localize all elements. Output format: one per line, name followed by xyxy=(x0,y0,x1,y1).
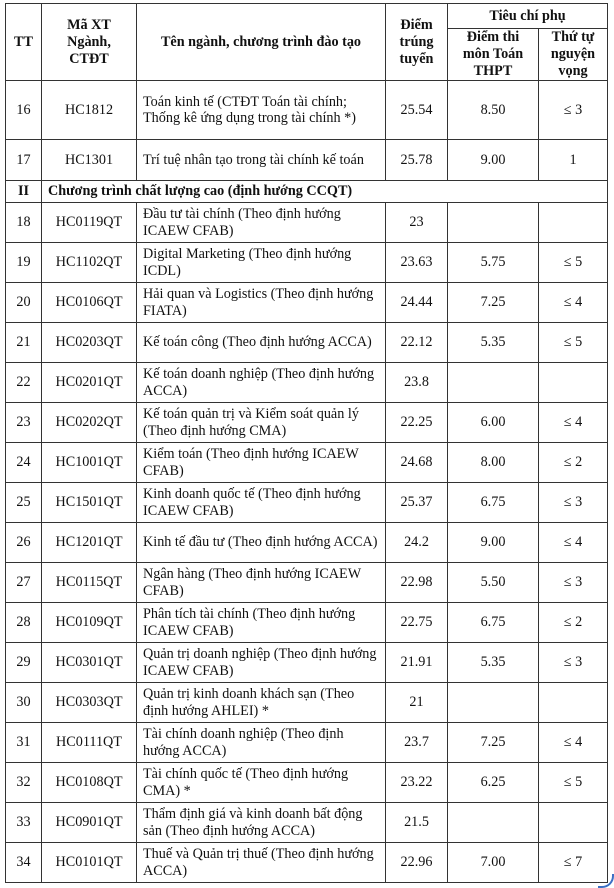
row-number: 18 xyxy=(6,203,42,243)
program-name: Kiểm toán (Theo định hướng ICAEW CFAB) xyxy=(137,443,386,483)
table-row xyxy=(6,363,608,403)
table-row xyxy=(6,323,608,363)
wish-priority: ≤ 4 xyxy=(539,723,608,763)
admission-score: 25.37 xyxy=(386,483,448,523)
program-name: Thuế và Quản trị thuế (Theo định hướng ACCA) xyxy=(137,843,386,883)
wish-priority: ≤ 2 xyxy=(539,603,608,643)
program-code: HC0202QT xyxy=(42,403,137,443)
program-name: Kế toán doanh nghiệp (Theo định hướng ACCA) xyxy=(137,363,386,403)
program-code: HC0115QT xyxy=(42,563,137,603)
program-name: Digital Marketing (Theo định hướng ICDL) xyxy=(137,243,386,283)
program-code: HC1102QT xyxy=(42,243,137,283)
math-score: 5.35 xyxy=(448,323,539,363)
program-name: Kế toán công (Theo định hướng ACCA) xyxy=(137,323,386,363)
program-code: HC0111QT xyxy=(42,723,137,763)
math-score: 7.25 xyxy=(448,723,539,763)
row-number: 16 xyxy=(6,81,42,140)
program-code: HC0106QT xyxy=(42,283,137,323)
admission-score: 23 xyxy=(386,203,448,243)
wish-priority: 1 xyxy=(539,140,608,181)
admission-score: 23.63 xyxy=(386,243,448,283)
table-row xyxy=(6,723,608,763)
admission-score: 23.22 xyxy=(386,763,448,803)
math-score xyxy=(448,803,539,843)
table-row xyxy=(6,403,608,443)
math-score: 8.50 xyxy=(448,81,539,140)
math-score: 5.75 xyxy=(448,243,539,283)
table-row xyxy=(6,523,608,563)
admission-score: 21.5 xyxy=(386,803,448,843)
corner-mark xyxy=(598,874,614,888)
admission-score: 21 xyxy=(386,683,448,723)
admission-score: 24.68 xyxy=(386,443,448,483)
wish-priority: ≤ 7 xyxy=(539,843,608,883)
program-name: Phân tích tài chính (Theo định hướng ICAEW CFAB) xyxy=(137,603,386,643)
header-math: Điểm thi môn Toán THPT xyxy=(448,29,539,81)
header-tt: TT xyxy=(6,4,42,81)
admission-scores-table xyxy=(5,3,608,883)
wish-priority: ≤ 2 xyxy=(539,443,608,483)
table-row xyxy=(6,763,608,803)
row-number: 17 xyxy=(6,140,42,181)
program-name: Quản trị kinh doanh khách sạn (Theo định hướng AHLEI) * xyxy=(137,683,386,723)
program-name: Ngân hàng (Theo định hướng ICAEW CFAB) xyxy=(137,563,386,603)
header-name: Tên ngành, chương trình đào tạo xyxy=(137,4,386,81)
row-number: 31 xyxy=(6,723,42,763)
program-code: HC1301 xyxy=(42,140,137,181)
wish-priority: ≤ 4 xyxy=(539,403,608,443)
row-number: 33 xyxy=(6,803,42,843)
wish-priority: ≤ 5 xyxy=(539,323,608,363)
math-score xyxy=(448,683,539,723)
row-number: 20 xyxy=(6,283,42,323)
program-code: HC1201QT xyxy=(42,523,137,563)
table-row xyxy=(6,81,608,140)
wish-priority: ≤ 4 xyxy=(539,523,608,563)
admission-score: 24.44 xyxy=(386,283,448,323)
row-number: 25 xyxy=(6,483,42,523)
program-name: Thẩm định giá và kinh doanh bất động sản (Theo định hướng ACCA) xyxy=(137,803,386,843)
table-row xyxy=(6,243,608,283)
program-code: HC1001QT xyxy=(42,443,137,483)
row-number: 28 xyxy=(6,603,42,643)
row-number: 24 xyxy=(6,443,42,483)
wish-priority: ≤ 3 xyxy=(539,563,608,603)
wish-priority xyxy=(539,203,608,243)
program-name: Kế toán quản trị và Kiểm soát quản lý (Theo định hướng CMA) xyxy=(137,403,386,443)
table-row xyxy=(6,563,608,603)
table-row xyxy=(6,283,608,323)
math-score: 7.25 xyxy=(448,283,539,323)
row-number: 22 xyxy=(6,363,42,403)
header-priority: Thứ tự nguyện vọng xyxy=(539,29,608,81)
program-code: HC0303QT xyxy=(42,683,137,723)
wish-priority: ≤ 3 xyxy=(539,81,608,140)
program-code: HC0108QT xyxy=(42,763,137,803)
math-score: 6.75 xyxy=(448,483,539,523)
wish-priority: ≤ 5 xyxy=(539,763,608,803)
program-code: HC1501QT xyxy=(42,483,137,523)
program-code: HC1812 xyxy=(42,81,137,140)
table-row xyxy=(6,483,608,523)
table-row xyxy=(6,683,608,723)
program-name: Đầu tư tài chính (Theo định hướng ICAEW CFAB) xyxy=(137,203,386,243)
admission-score: 22.96 xyxy=(386,843,448,883)
admission-score: 25.78 xyxy=(386,140,448,181)
table-row xyxy=(6,603,608,643)
program-name: Kinh doanh quốc tế (Theo định hướng ICAEW CFAB) xyxy=(137,483,386,523)
math-score: 5.35 xyxy=(448,643,539,683)
section-title: Chương trình chất lượng cao (định hướng CCQT) xyxy=(42,181,608,203)
admission-score: 22.25 xyxy=(386,403,448,443)
row-number: 19 xyxy=(6,243,42,283)
program-name: Tài chính doanh nghiệp (Theo định hướng ACCA) xyxy=(137,723,386,763)
program-name: Trí tuệ nhân tạo trong tài chính kế toán xyxy=(137,140,386,181)
program-name: Tài chính quốc tế (Theo định hướng CMA) * xyxy=(137,763,386,803)
row-number: 21 xyxy=(6,323,42,363)
admission-score: 23.7 xyxy=(386,723,448,763)
program-name: Toán kinh tế (CTĐT Toán tài chính; Thống kê ứng dụng trong tài chính *) xyxy=(137,81,386,140)
program-name: Kinh tế đầu tư (Theo định hướng ACCA) xyxy=(137,523,386,563)
program-name: Hải quan và Logistics (Theo định hướng FIATA) xyxy=(137,283,386,323)
table-row xyxy=(6,643,608,683)
program-code: HC0119QT xyxy=(42,203,137,243)
table-row xyxy=(6,803,608,843)
wish-priority xyxy=(539,683,608,723)
row-number: 30 xyxy=(6,683,42,723)
row-number: 32 xyxy=(6,763,42,803)
row-number: 23 xyxy=(6,403,42,443)
math-score: 7.00 xyxy=(448,843,539,883)
section-row xyxy=(6,181,608,203)
wish-priority: ≤ 4 xyxy=(539,283,608,323)
program-code: HC0301QT xyxy=(42,643,137,683)
table-row xyxy=(6,140,608,181)
math-score: 8.00 xyxy=(448,443,539,483)
program-code: HC0203QT xyxy=(42,323,137,363)
row-number: 34 xyxy=(6,843,42,883)
wish-priority xyxy=(539,803,608,843)
admission-score: 24.2 xyxy=(386,523,448,563)
admission-score: 22.75 xyxy=(386,603,448,643)
admission-score: 21.91 xyxy=(386,643,448,683)
program-code: HC0101QT xyxy=(42,843,137,883)
math-score: 6.25 xyxy=(448,763,539,803)
math-score: 9.00 xyxy=(448,140,539,181)
math-score xyxy=(448,203,539,243)
wish-priority: ≤ 3 xyxy=(539,643,608,683)
program-code: HC0109QT xyxy=(42,603,137,643)
row-number: 29 xyxy=(6,643,42,683)
table-body xyxy=(6,81,608,883)
program-code: HC0901QT xyxy=(42,803,137,843)
row-number: 26 xyxy=(6,523,42,563)
wish-priority: ≤ 3 xyxy=(539,483,608,523)
math-score: 9.00 xyxy=(448,523,539,563)
row-number: 27 xyxy=(6,563,42,603)
table-row xyxy=(6,203,608,243)
math-score: 5.50 xyxy=(448,563,539,603)
math-score xyxy=(448,363,539,403)
admission-score: 22.98 xyxy=(386,563,448,603)
admission-score: 23.8 xyxy=(386,363,448,403)
admission-score: 25.54 xyxy=(386,81,448,140)
program-code: HC0201QT xyxy=(42,363,137,403)
admission-score: 22.12 xyxy=(386,323,448,363)
header-criteria: Tiêu chí phụ xyxy=(448,4,608,29)
wish-priority xyxy=(539,363,608,403)
header-score: Điểm trúng tuyển xyxy=(386,4,448,81)
table-row xyxy=(6,443,608,483)
math-score: 6.00 xyxy=(448,403,539,443)
program-name: Quản trị doanh nghiệp (Theo định hướng ICAEW CFAB) xyxy=(137,643,386,683)
section-number: II xyxy=(6,181,42,203)
math-score: 6.75 xyxy=(448,603,539,643)
header-code: Mã XT Ngành, CTĐT xyxy=(42,4,137,81)
wish-priority: ≤ 5 xyxy=(539,243,608,283)
table-row xyxy=(6,843,608,883)
